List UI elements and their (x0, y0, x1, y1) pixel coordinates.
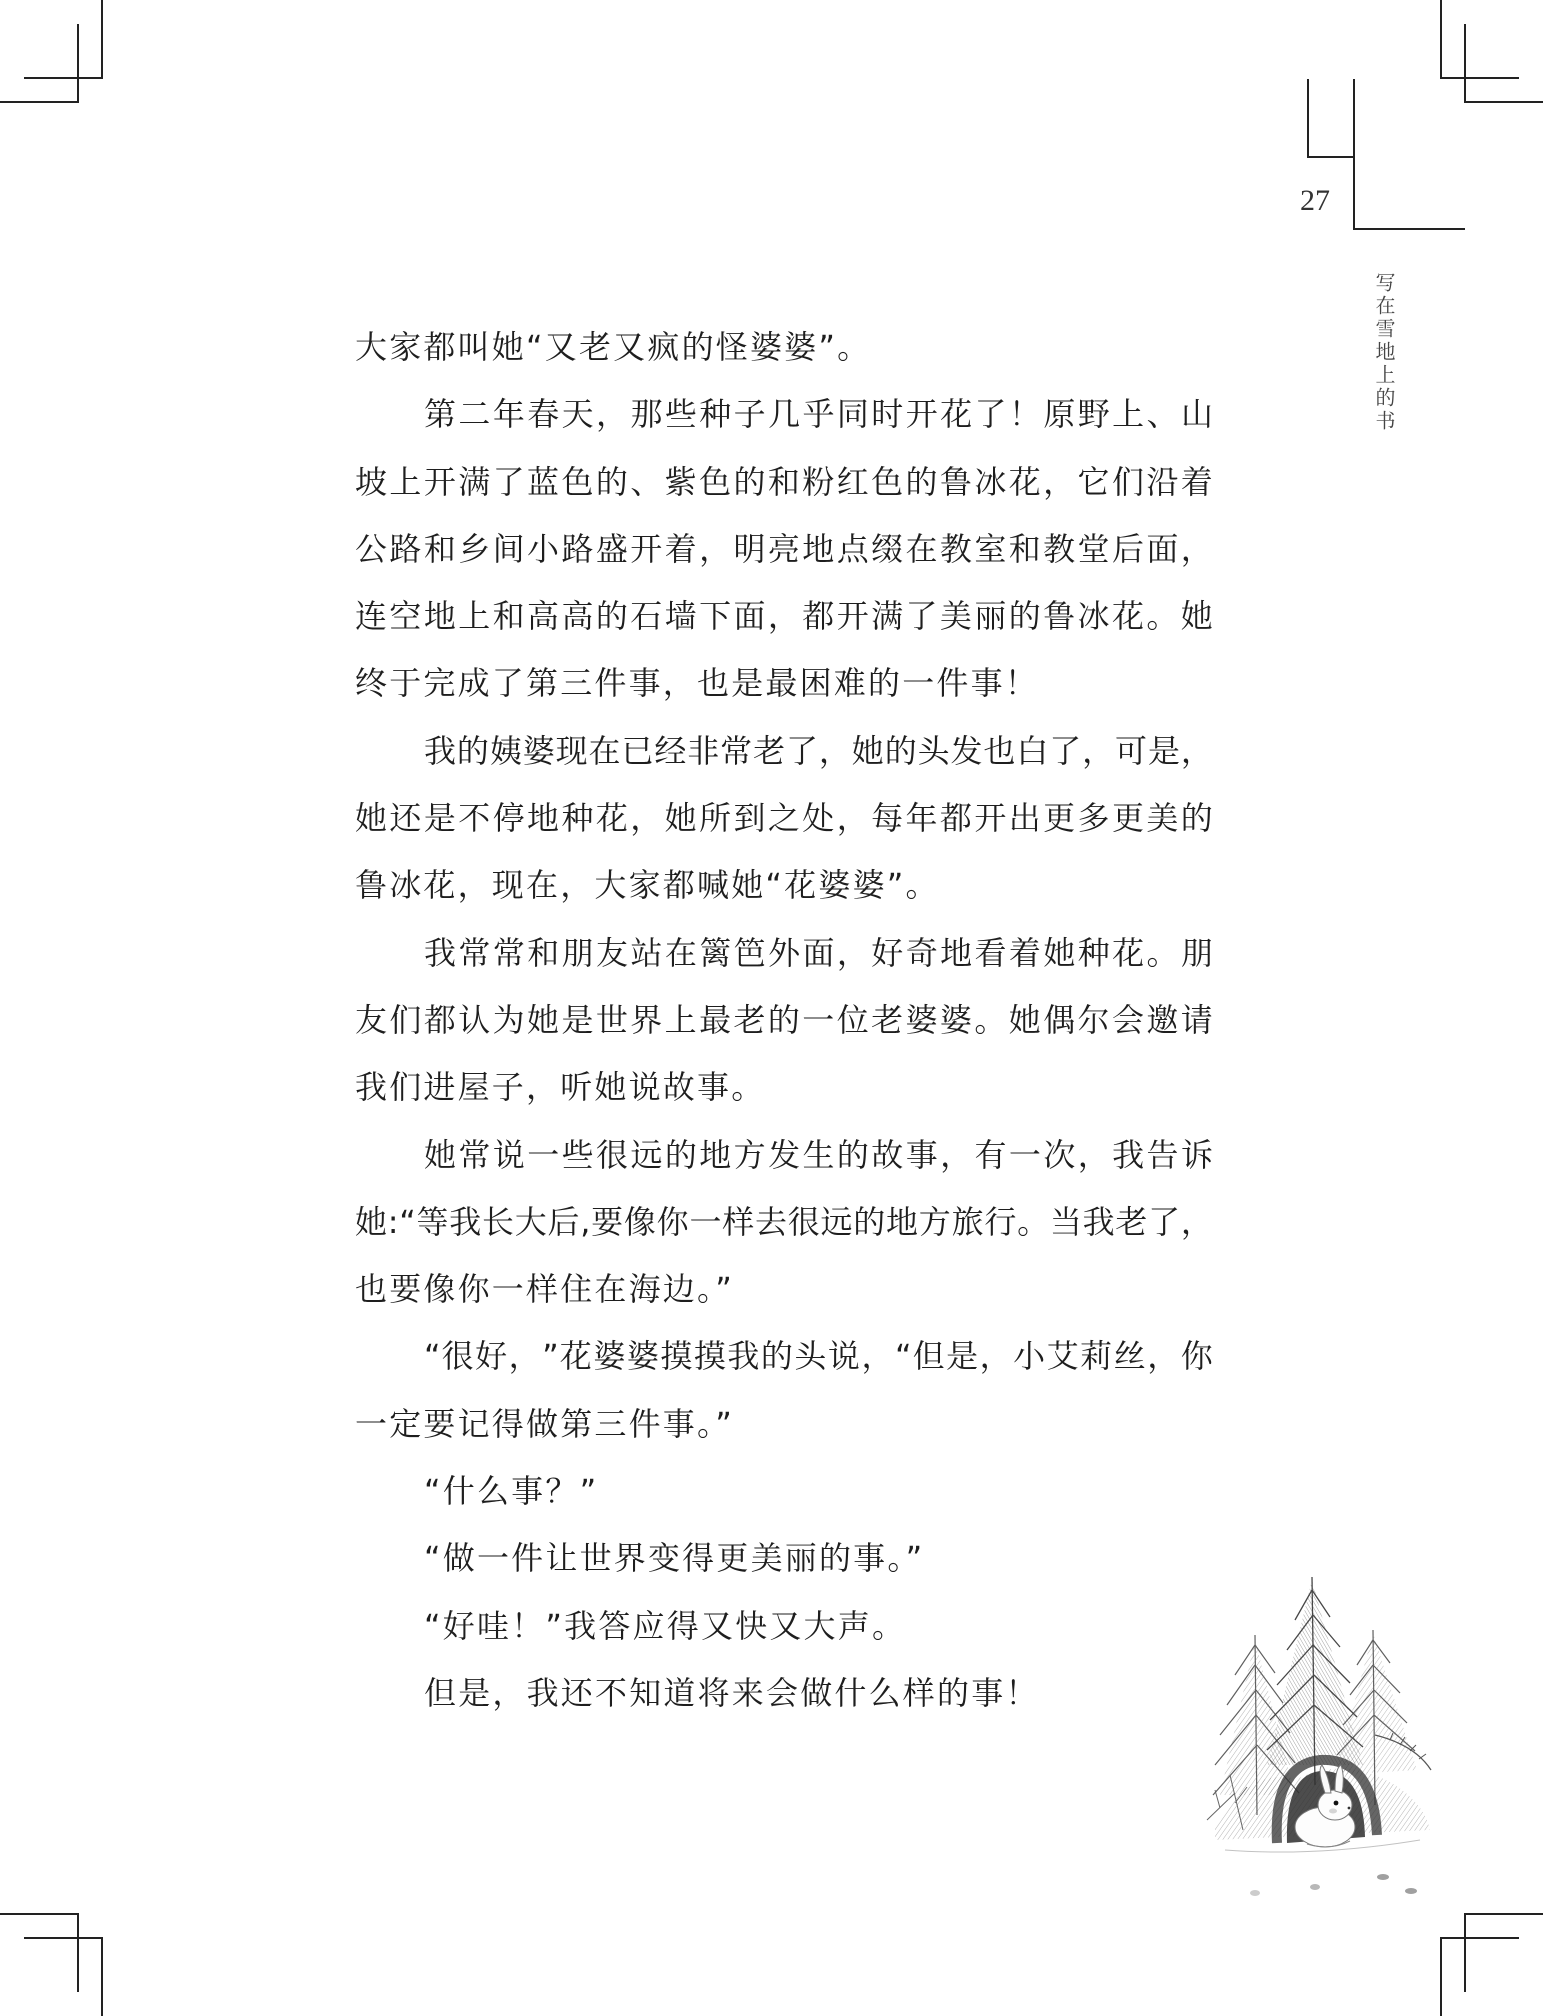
text-line: 鲁冰花，现在，大家都喊她“花婆婆”。 (355, 866, 940, 905)
crop-mark (1464, 1913, 1543, 1915)
rabbit-illustration (1195, 1565, 1445, 1900)
crop-mark (24, 1937, 103, 1939)
text-line: 终于完成了第三件事，也是最困难的一件事！ (355, 664, 1040, 703)
text-line: 她​ 还​ 是​ 不​ 停​ 地​ 种​ 花​ ，​ 她​ 所​ 到​ 之​ 处​ ，​ 每​ 年​ 都​ 开​ 出​ 更​ 多​ 更​ 美​ 的 (355, 799, 1213, 838)
header-rule (1307, 79, 1309, 158)
text-line: 但是，我还不知道将来会做什么样的事！ (424, 1673, 1040, 1712)
text-line: 第​ 二​ 年​ 春​ 天​ ，​ 那​ 些​ 种​ 子​ 几​ 乎​ 同​ 时​ 开​ 花​ 了​ ！​ 原​ 野​ 上​ 、​ 山 (424, 395, 1213, 434)
text-line: 她​ 常​ 说​ 一​ 些​ 很​ 远​ 的​ 地​ 方​ 发​ 生​ 的​ 故​ 事​ ，​ 有​ 一​ 次​ ，​ 我​ 告​ 诉 (424, 1135, 1213, 1174)
crop-mark (101, 0, 103, 79)
text-line: “​ 很​ 好​ ，​ ”​ 花​ 婆​ 婆​ 摸​ 摸​ 我​ 的​ 头​ 说​ ，​ “​ 但​ 是​ ，​ 小​ 艾​ 莉​ 丝​ ，​ 你 (424, 1337, 1213, 1376)
crop-mark (77, 1913, 79, 1992)
text-line: 她​ :​ “​ 等​ 我​ 长​ 大​ 后​ ,​ 要​ 像​ 你​ 一​ 样​ 去​ 很​ 远​ 的​ 地​ 方​ 旅​ 行​ 。​ 当​ 我​ 老​ 了​ ， (355, 1202, 1213, 1241)
text-line: 友​ 们​ 都​ 认​ 为​ 她​ 是​ 世​ 界​ 上​ 最​ 老​ 的​ 一​ 位​ 老​ 婆​ 婆​ 。​ 她​ 偶​ 尔​ 会​ 邀​ 请 (355, 1000, 1213, 1039)
text-line: “什么事？” (424, 1472, 599, 1511)
crop-mark (1440, 1937, 1442, 2016)
running-title: 写在雪地上的书 (1372, 272, 1396, 433)
rabbit-in-log-icon (1195, 1565, 1445, 1900)
text-line: 一定要记得做第三件事。” (355, 1404, 734, 1443)
page-number: 27 (1300, 184, 1330, 217)
crop-mark (0, 101, 79, 103)
text-line: 大家都叫她“又老又疯的怪婆婆”。 (355, 328, 872, 366)
crop-mark (1440, 0, 1442, 79)
text-line: “好哇！”我答应得又快又大声。 (424, 1606, 907, 1645)
crop-mark (0, 1913, 79, 1915)
crop-mark (1464, 24, 1466, 103)
text-line: 我​ 的​ 姨​ 婆​ 现​ 在​ 已​ 经​ 非​ 常​ 老​ 了​ ，​ 她​ 的​ 头​ 发​ 也​ 白​ 了​ ，​ 可​ 是​ ， (424, 731, 1213, 770)
text-line: 公​ 路​ 和​ 乡​ 间​ 小​ 路​ 盛​ 开​ 着​ ，​ 明​ 亮​ 地​ 点​ 缀​ 在​ 教​ 室​ 和​ 教​ 堂​ 后​ 面​ ， (355, 529, 1213, 568)
header-rule (1307, 156, 1355, 158)
crop-mark (1440, 77, 1519, 79)
text-line: 我们进屋子，听她说故事。 (355, 1068, 766, 1107)
text-line: 我​ 常​ 常​ 和​ 朋​ 友​ 站​ 在​ 篱​ 笆​ 外​ 面​ ，​ 好​ 奇​ 地​ 看​ 着​ 她​ 种​ 花​ 。​ 朋 (424, 933, 1213, 972)
header-rule (1353, 79, 1355, 230)
crop-mark (1440, 1937, 1519, 1939)
text-line: 连​ 空​ 地​ 上​ 和​ 高​ 高​ 的​ 石​ 墙​ 下​ 面​ ，​ 都​ 开​ 满​ 了​ 美​ 丽​ 的​ 鲁​ 冰​ 花​ 。​ 她 (355, 597, 1213, 636)
body-text (355, 322, 1213, 1735)
header-rule (1353, 228, 1465, 230)
text-line: 坡​ 上​ 开​ 满​ 了​ 蓝​ 色​ 的​ 、​ 紫​ 色​ 的​ 和​ 粉​ 红​ 色​ 的​ 鲁​ 冰​ 花​ ，​ 它​ 们​ 沿​ 着 (355, 462, 1213, 501)
crop-mark (1464, 101, 1543, 103)
text-line: 也要像你一样住在海边。” (355, 1270, 734, 1309)
crop-mark (24, 77, 103, 79)
crop-mark (77, 24, 79, 103)
text-line: “做一件让世界变得更美丽的事。” (424, 1539, 925, 1578)
crop-mark (1464, 1913, 1466, 1992)
crop-mark (101, 1937, 103, 2016)
